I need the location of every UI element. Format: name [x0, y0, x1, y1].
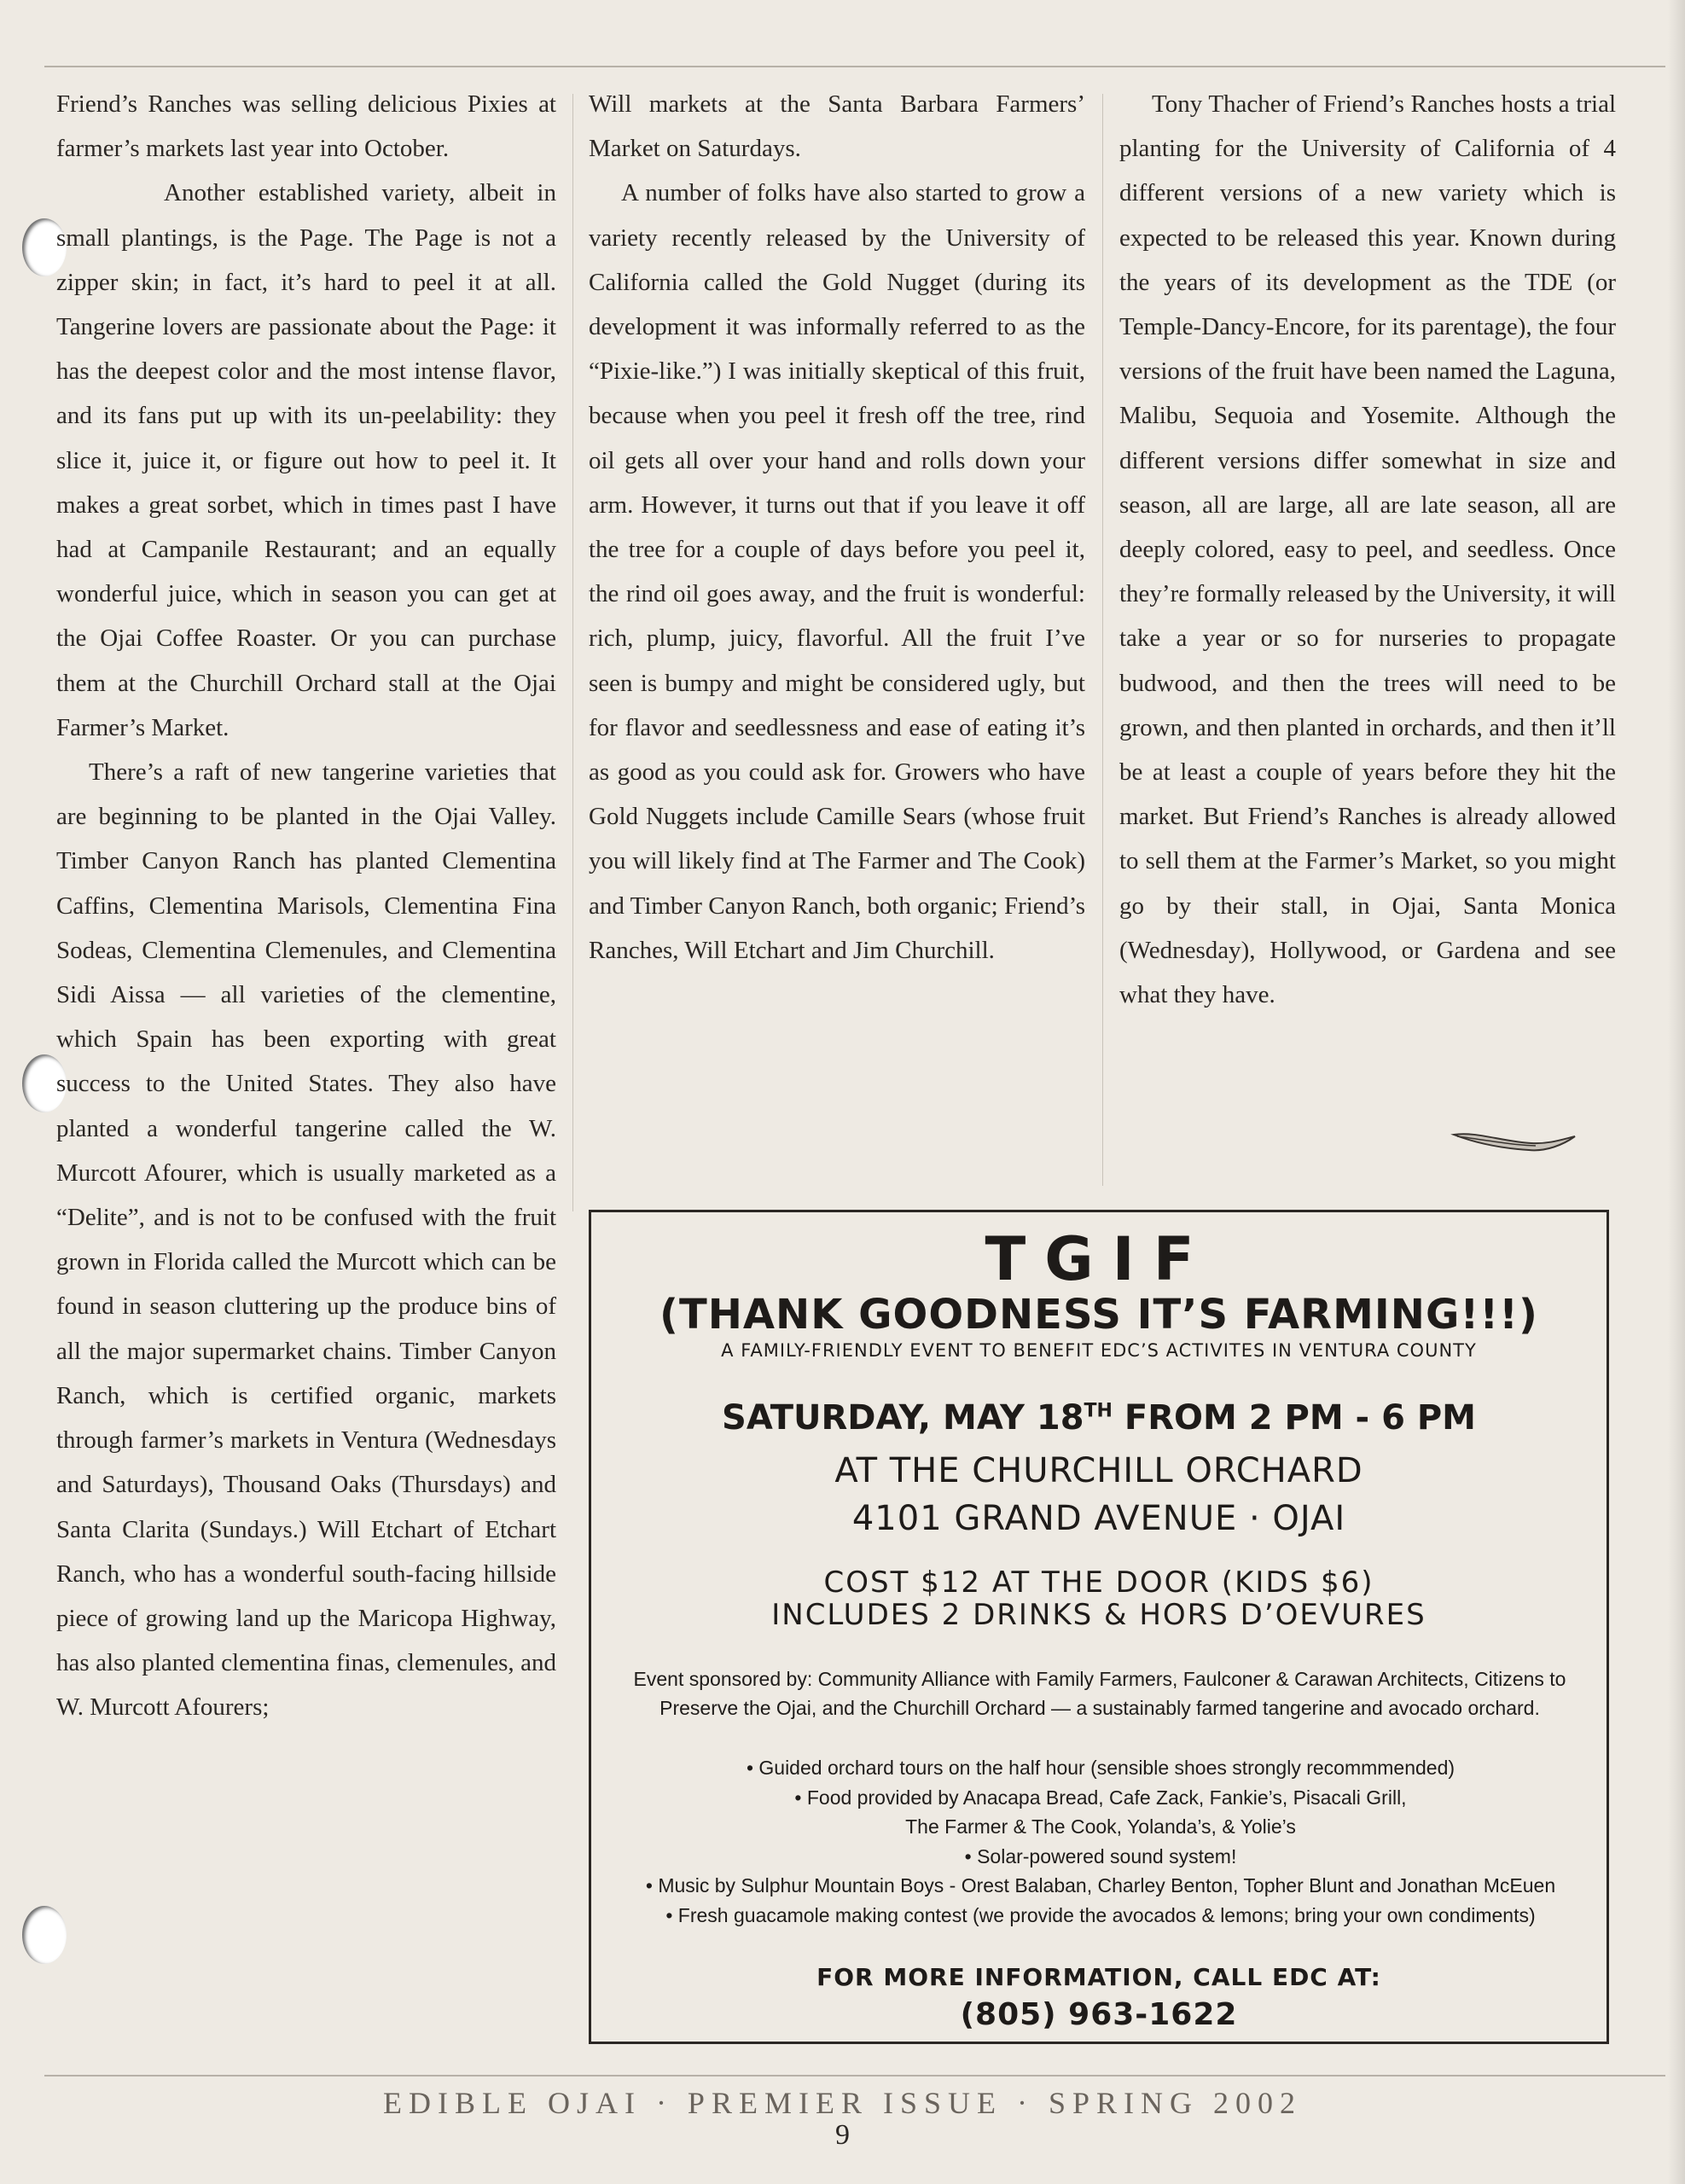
article-paragraph: Friend’s Ranches was selling delicious Pixies at farmer’s markets last year into October.: [56, 90, 556, 163]
list-item: • Guided orchard tours on the half hour (sensible shoes strongly recommmended): [746, 1757, 1455, 1779]
article-column-1: [56, 82, 556, 1730]
event-includes: INCLUDES 2 DRINKS & HORS D’OEVURES: [771, 1598, 1426, 1632]
article-paragraph: Tony Thacher of Friend’s Ranches hosts a trial planting for the University of California of 4 different versions of a new variety which is expected to be released this year. Known during the years of its development as the TDE (or Temple-Dancy-Encore, for its parentage), the four versions of the fruit have been named the Laguna, Malibu, Sequoia and Yosemite. Although the different versions differ somewhat in size and season, all are large, all are late season, all are deeply colored, easy to peel, and seedless. Once they’re formally released by the University, it will take a year or so for nurseries to propagate budwood, and then the trees will need to be grown, and then planted in orchards, and then it’ll be at least a couple of years before they hit the market. But Friend’s Ranches is already allowed to sell them at the Farmer’s Market, so you might go by their stall, in Ojai, Santa Monica (Wednesday), Hollywood, or Gardena and see what they have.: [1119, 90, 1616, 1009]
column-divider: [572, 94, 573, 1211]
list-item: • Solar-powered sound system!: [964, 1844, 1237, 1867]
binder-hole: [22, 1906, 67, 1964]
event-place: AT THE CHURCHILL ORCHARD: [834, 1451, 1363, 1490]
top-rule: [44, 66, 1665, 67]
list-item: The Farmer & The Cook, Yolanda’s, & Yolie’s: [905, 1815, 1296, 1838]
page-edge: [1668, 0, 1685, 2184]
article-column-2: [589, 82, 1085, 973]
list-item: • Music by Sulphur Mountain Boys - Orest Balaban, Charley Benton, Topher Blunt and Jonathan McEuen: [645, 1874, 1556, 1896]
chili-pepper-icon: [1450, 1124, 1578, 1155]
bottom-rule: [44, 2075, 1665, 2077]
page-footer: EDIBLE OJAI · PREMIER ISSUE · SPRING 2002: [382, 2086, 1303, 2120]
event-features-list: [608, 1753, 1593, 1930]
page-number: 9: [835, 2119, 850, 2151]
contact-phone: (805) 963-1622: [960, 1997, 1238, 2032]
contact-heading: FOR MORE INFORMATION, CALL EDC AT:: [816, 1963, 1381, 1991]
event-time: FROM 2 PM - 6 PM: [1112, 1398, 1476, 1438]
list-item: • Food provided by Anacapa Bread, Cafe Zack, Fankie’s, Pisacali Grill,: [794, 1786, 1407, 1809]
ad-tagline: A FAMILY-FRIENDLY EVENT TO BENEFIT EDC’S ACTIVITES IN VENTURA COUNTY: [721, 1340, 1477, 1361]
event-date-main: SATURDAY, MAY 18: [722, 1398, 1084, 1438]
event-sponsors: Event sponsored by: Community Alliance with Family Farmers, Faulconer & Carawan Architects, Citizens to Preserve the Ojai, and the Churchill Orchard — a sustainably farmed tangerine and avocado orchard.: [633, 1668, 1566, 1719]
article-paragraph: Will markets at the Santa Barbara Farmers’ Market on Saturdays.: [589, 90, 1085, 163]
column-divider: [1102, 94, 1103, 1186]
article-paragraph: A number of folks have also started to grow a variety recently released by the University of California called the Gold Nugget (during its development it was informally referred to as the “Pixie-like.”) I was initially skeptical of this fruit, because when you peel it fresh off the tree, rind oil gets all over your hand and rolls down your arm. However, it turns out that if you leave it off the tree for a couple of days before you peel it, the rind oil goes away, and the fruit is wonderful: rich, plump, juicy, flavorful. All the fruit I’ve seen is bumpy and might be considered ugly, but for flavor and seedlessness and ease of eating it’s as good as you could ask for. Growers who have Gold Nuggets include Camille Sears (whose fruit you will likely find at The Farmer and The Cook) and Timber Canyon Ranch, both organic; Friend’s Ranches, Will Etchart and Jim Churchill.: [589, 179, 1085, 964]
event-cost: COST $12 AT THE DOOR (KIDS $6): [823, 1565, 1374, 1600]
article-paragraph: There’s a raft of new tangerine varieties that are beginning to be planted in the Ojai Valley. Timber Canyon Ranch has planted Clementina Caffins, Clementina Marisols, Clementina Fina Sodeas, Clementina Clemenules, and Clementina Sidi Aissa — all varieties of the clementine, which Spain has been exporting with great success to the United States. They also have planted a wonderful tangerine called the W. Murcott Afourer, which is usually marketed as a “Delite”, and is not to be confused with the fruit grown in Florida called the Murcott which can be found in season cluttering up the produce bins of all the major supermarket chains. Timber Canyon Ranch, which is certified organic, markets through farmer’s markets in Ventura (Wednesdays and Saturdays), Thousand Oaks (Thursdays) and Santa Clarita (Sundays.) Will Etchart of Etchart Ranch, who has a wonderful south-facing hillside piece of growing land up the Maricopa Highway, has also planted clementina finas, clemenules, and W. Murcott Afourers;: [56, 758, 556, 1722]
event-address: 4101 GRAND AVENUE · OJAI: [851, 1499, 1346, 1538]
list-item: • Fresh guacamole making contest (we provide the avocados & lemons; bring your own condiments): [665, 1903, 1536, 1926]
event-date-suffix: TH: [1084, 1400, 1113, 1422]
article-column-3: [1119, 82, 1616, 1017]
ad-subtitle: (THANK GOODNESS IT’S FARMING!!!): [659, 1291, 1538, 1339]
event-date: [591, 1398, 1607, 1438]
event-advertisement: [589, 1210, 1609, 2044]
article-paragraph: Another established variety, albeit in small plantings, is the Page. The Page is not a zipper skin; in fact, it’s hard to peel it at all. Tangerine lovers are passionate about the Page: it has the deepest color and the most intense flavor, and its fans put up with its un-peelability: they slice it, juice it, or figure out how to peel it. It makes a great sorbet, which in times past I have had at Campanile Restaurant; and an equally wonderful juice, which in season you can get at the Ojai Coffee Roaster. Or you can purchase them at the Churchill Orchard stall at the Ojai Farmer’s Market.: [56, 179, 556, 741]
ad-title: TGIF: [985, 1224, 1213, 1294]
